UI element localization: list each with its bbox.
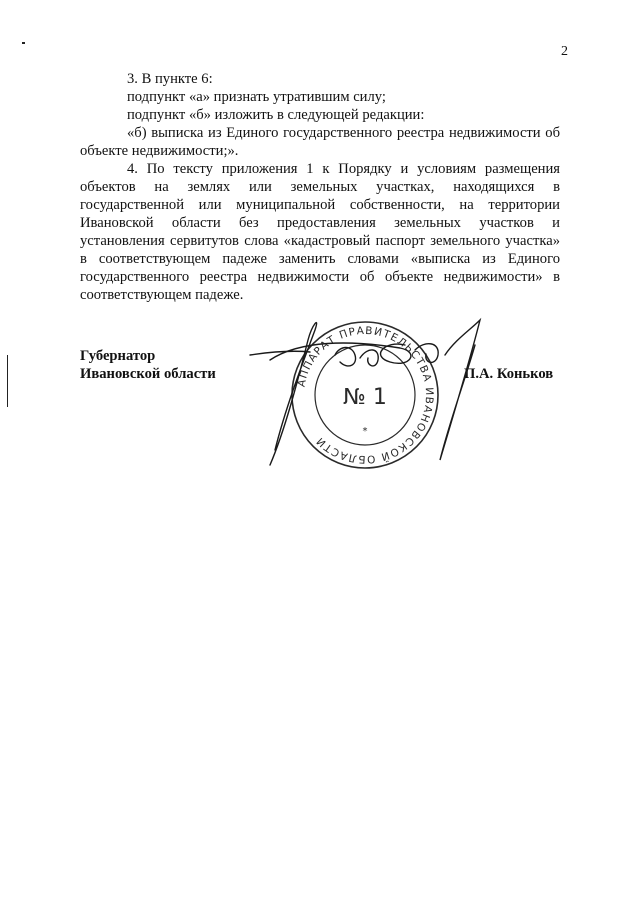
paragraph-item-3: 3. В пункте 6:	[127, 71, 213, 87]
signatory-name: П.А. Коньков	[464, 366, 554, 382]
paragraph-item-4: 4. По тексту приложения 1 к Порядку и условиям размещения объектов на землях или земельных участках, находящихся в государственной или муниципальной собственности, на территории Ивановской области без предоставления земельных участков и установления сервитутов слова «кадастровый паспорт земельного участка» в соответствующем падеже заменить словами «выписка из Единого государственного реестра недвижимости об объекте недвижимости» в соответствующем падеже.	[80, 161, 560, 303]
seal-star-icon: *	[362, 426, 368, 437]
seal-outer-text: АППАРАТ ПРАВИТЕЛЬСТВА ИВАНОВСКОЙ ОБЛАСТИ	[295, 324, 436, 466]
signatory-title-line2: Ивановской области	[80, 366, 216, 382]
scan-artifact-dot	[22, 42, 25, 44]
signatory-title	[80, 347, 216, 383]
paragraph-subitem-a: подпункт «а» признать утратившим силу;	[127, 89, 386, 105]
seal-number: № 1	[343, 385, 387, 410]
scan-artifact-line	[7, 355, 8, 407]
signatory-title-line1: Губернатор	[80, 348, 156, 364]
seal-and-signature	[240, 300, 490, 480]
paragraph-subitem-b-text: «б) выписка из Единого государственного реестра недвижимости об объекте недвижимости;».	[80, 125, 560, 159]
document-body	[80, 70, 560, 304]
page-number: 2	[561, 44, 568, 59]
paragraph-subitem-b: подпункт «б» изложить в следующей редакции:	[127, 107, 425, 123]
